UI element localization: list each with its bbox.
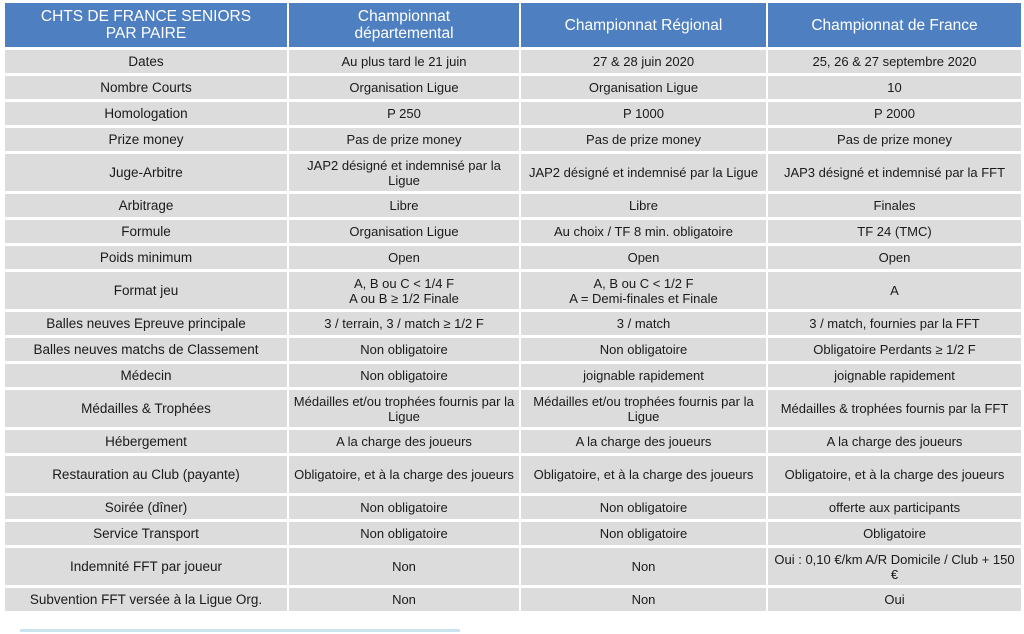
cell-france: Médailles & trophées fournis par la FFT xyxy=(768,390,1021,427)
table-row xyxy=(5,50,1021,73)
row-label: Médecin xyxy=(5,364,287,387)
cell-france: Obligatoire Perdants ≥ 1/2 F xyxy=(768,338,1021,361)
cell-departemental: Non obligatoire xyxy=(289,364,519,387)
cell-departemental: Organisation Ligue xyxy=(289,76,519,99)
table-row xyxy=(5,128,1021,151)
cell-france: TF 24 (TMC) xyxy=(768,220,1021,243)
table-row xyxy=(5,548,1021,585)
cell-regional: Obligatoire, et à la charge des joueurs xyxy=(521,456,766,493)
table-row xyxy=(5,312,1021,335)
cell-france: P 2000 xyxy=(768,102,1021,125)
cell-regional: Organisation Ligue xyxy=(521,76,766,99)
cell-departemental: Non xyxy=(289,548,519,585)
cell-regional: Open xyxy=(521,246,766,269)
table-row xyxy=(5,194,1021,217)
cell-regional: A la charge des joueurs xyxy=(521,430,766,453)
cell-departemental: JAP2 désigné et indemnisé par la Ligue xyxy=(289,154,519,191)
row-label: Soirée (dîner) xyxy=(5,496,287,519)
row-label: Poids minimum xyxy=(5,246,287,269)
format-reg-line2: A = Demi-finales et Finale xyxy=(569,290,718,306)
row-label: Balles neuves matchs de Classement xyxy=(5,338,287,361)
table-row xyxy=(5,338,1021,361)
bottom-divider xyxy=(20,629,460,632)
cell-regional: Médailles et/ou trophées fournis par la Ligue xyxy=(521,390,766,427)
header-departemental xyxy=(289,3,519,47)
row-label: Dates xyxy=(5,50,287,73)
cell-departemental xyxy=(289,272,519,309)
row-label: Service Transport xyxy=(5,522,287,545)
cell-france: Pas de prize money xyxy=(768,128,1021,151)
row-label: Homologation xyxy=(5,102,287,125)
table-row xyxy=(5,220,1021,243)
row-label: Indemnité FFT par joueur xyxy=(5,548,287,585)
row-label: Nombre Courts xyxy=(5,76,287,99)
table-row xyxy=(5,588,1021,611)
format-dep-line2: A ou B ≥ 1/2 Finale xyxy=(349,290,459,306)
cell-departemental: Non xyxy=(289,588,519,611)
cell-france: A xyxy=(768,272,1021,309)
row-label: Prize money xyxy=(5,128,287,151)
cell-france: Oui xyxy=(768,588,1021,611)
cell-departemental: Au plus tard le 21 juin xyxy=(289,50,519,73)
cell-france: Obligatoire xyxy=(768,522,1021,545)
cell-france: 25, 26 & 27 septembre 2020 xyxy=(768,50,1021,73)
cell-departemental: Open xyxy=(289,246,519,269)
header-departemental-line2: départemental xyxy=(354,25,454,42)
cell-france: Finales xyxy=(768,194,1021,217)
cell-departemental: Non obligatoire xyxy=(289,338,519,361)
table-row xyxy=(5,272,1021,309)
row-label: Formule xyxy=(5,220,287,243)
header-title-line1: CHTS DE FRANCE SENIORS xyxy=(40,8,252,25)
table-row xyxy=(5,496,1021,519)
cell-regional: Libre xyxy=(521,194,766,217)
header-title xyxy=(5,3,287,47)
cell-departemental: Organisation Ligue xyxy=(289,220,519,243)
cell-departemental: Médailles et/ou trophées fournis par la Ligue xyxy=(289,390,519,427)
cell-france: A la charge des joueurs xyxy=(768,430,1021,453)
cell-france: JAP3 désigné et indemnisé par la FFT xyxy=(768,154,1021,191)
cell-departemental: Libre xyxy=(289,194,519,217)
cell-regional: Pas de prize money xyxy=(521,128,766,151)
cell-regional: Non xyxy=(521,588,766,611)
cell-departemental: Non obligatoire xyxy=(289,496,519,519)
cell-departemental: Pas de prize money xyxy=(289,128,519,151)
row-label: Arbitrage xyxy=(5,194,287,217)
table-row xyxy=(5,246,1021,269)
table-row xyxy=(5,456,1021,493)
table-row xyxy=(5,102,1021,125)
cell-departemental: 3 / terrain, 3 / match ≥ 1/2 F xyxy=(289,312,519,335)
cell-france: Oui : 0,10 €/km A/R Domicile / Club + 150 € xyxy=(768,548,1021,585)
table-row xyxy=(5,430,1021,453)
cell-regional: 27 & 28 juin 2020 xyxy=(521,50,766,73)
header-row xyxy=(5,3,1021,47)
cell-france: 10 xyxy=(768,76,1021,99)
format-dep-line1: A, B ou C < 1/4 F xyxy=(353,275,455,291)
row-label: Balles neuves Epreuve principale xyxy=(5,312,287,335)
header-title-line2: PAR PAIRE xyxy=(105,25,187,42)
cell-france: 3 / match, fournies par la FFT xyxy=(768,312,1021,335)
cell-regional: joignable rapidement xyxy=(521,364,766,387)
cell-regional: Non obligatoire xyxy=(521,338,766,361)
format-reg-line1: A, B ou C < 1/2 F xyxy=(593,275,694,291)
row-label: Juge-Arbitre xyxy=(5,154,287,191)
table-row xyxy=(5,390,1021,427)
cell-regional: 3 / match xyxy=(521,312,766,335)
row-label: Médailles & Trophées xyxy=(5,390,287,427)
cell-regional xyxy=(521,272,766,309)
row-label: Subvention FFT versée à la Ligue Org. xyxy=(5,588,287,611)
cell-france: joignable rapidement xyxy=(768,364,1021,387)
cell-france: Obligatoire, et à la charge des joueurs xyxy=(768,456,1021,493)
row-label: Restauration au Club (payante) xyxy=(5,456,287,493)
cell-departemental: P 250 xyxy=(289,102,519,125)
header-france: Championnat de France xyxy=(768,3,1021,47)
cell-regional: Non xyxy=(521,548,766,585)
cell-regional: P 1000 xyxy=(521,102,766,125)
cell-departemental: Non obligatoire xyxy=(289,522,519,545)
cell-regional: Non obligatoire xyxy=(521,522,766,545)
table-row xyxy=(5,76,1021,99)
table-row xyxy=(5,364,1021,387)
cell-regional: Non obligatoire xyxy=(521,496,766,519)
cell-regional: JAP2 désigné et indemnisé par la Ligue xyxy=(521,154,766,191)
cell-regional: Au choix / TF 8 min. obligatoire xyxy=(521,220,766,243)
row-label: Hébergement xyxy=(5,430,287,453)
header-regional: Championnat Régional xyxy=(521,3,766,47)
cell-france: offerte aux participants xyxy=(768,496,1021,519)
comparison-table xyxy=(3,0,1023,614)
cell-departemental: Obligatoire, et à la charge des joueurs xyxy=(289,456,519,493)
header-departemental-line1: Championnat xyxy=(357,8,451,25)
table-row xyxy=(5,154,1021,191)
table-row xyxy=(5,522,1021,545)
cell-france: Open xyxy=(768,246,1021,269)
cell-departemental: A la charge des joueurs xyxy=(289,430,519,453)
row-label: Format jeu xyxy=(5,272,287,309)
